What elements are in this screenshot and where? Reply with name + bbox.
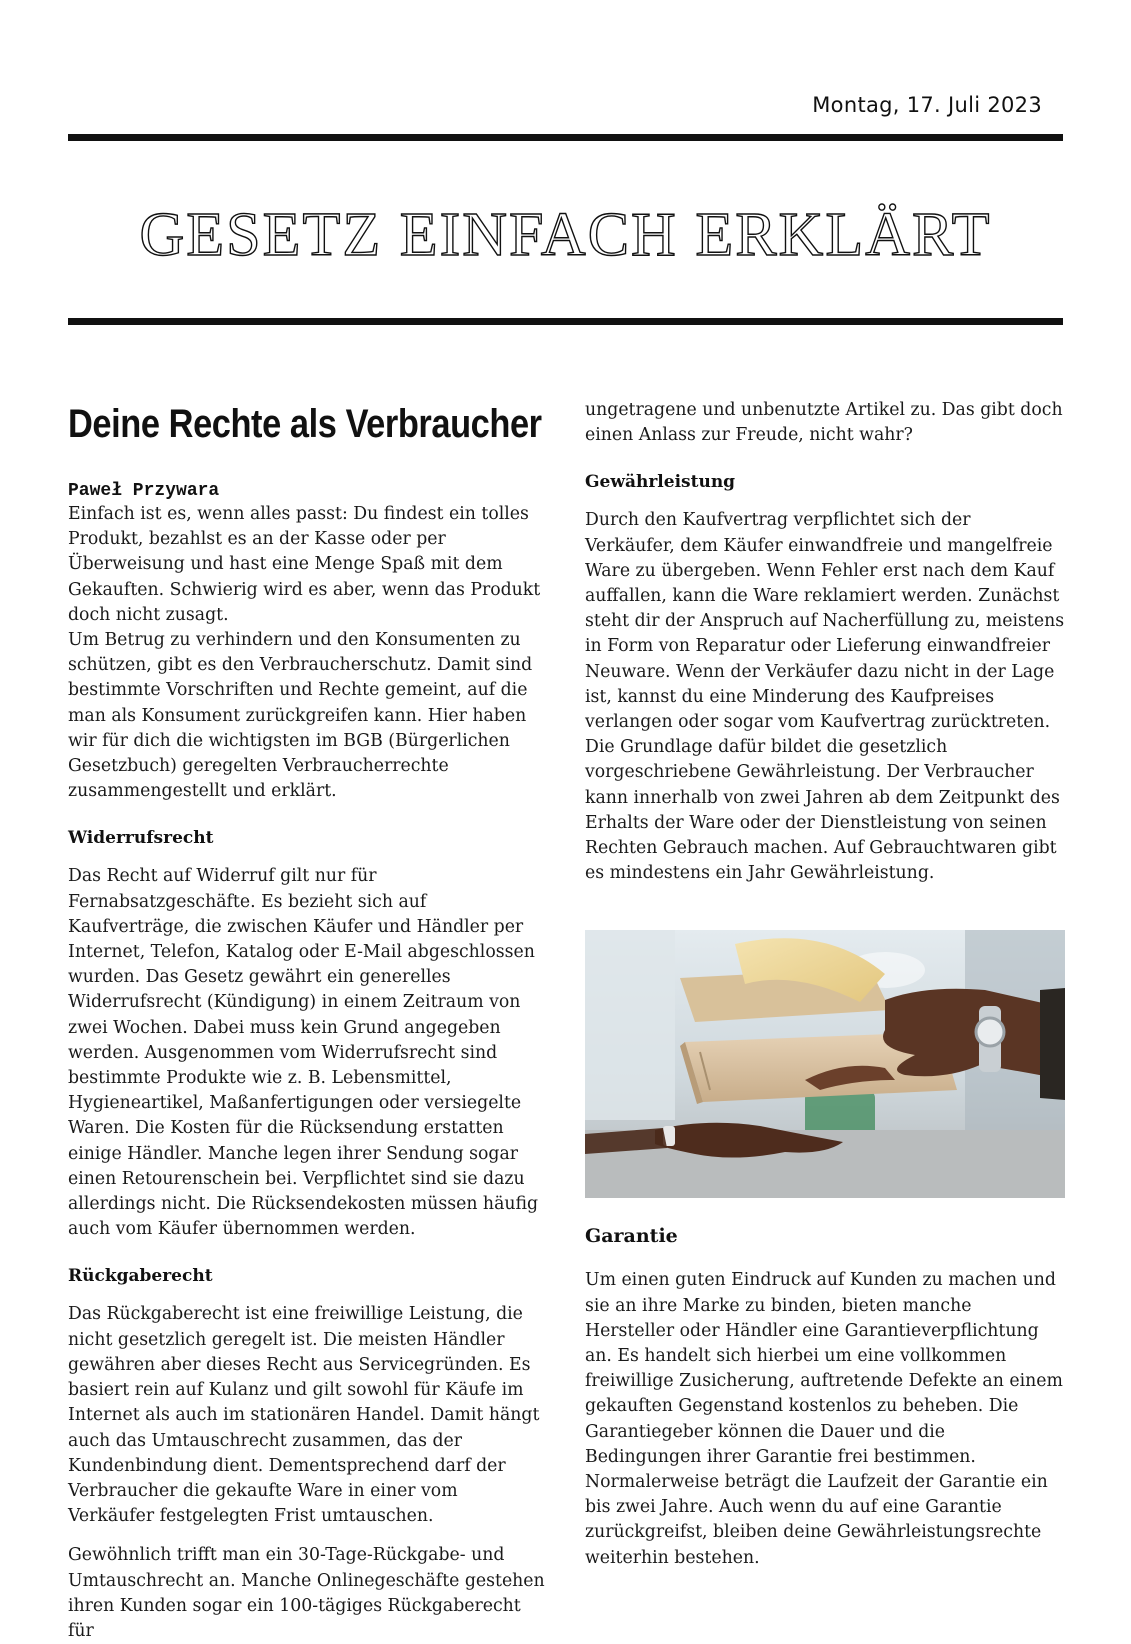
section-text-widerrufsrecht: Das Recht auf Widerruf gilt nur für Fernabsatzgeschäfte. Es bezieht sich auf Kaufverträge, die zwischen Käufer und Händler per Internet, Telefon, Katalog oder E-Mail abgeschlossen wurden. Das Gesetz gewährt ein generelles Widerrufsrecht (Kündigung) in einem Zeitraum von zwei Wochen. Dabei muss kein Grund angegeben werden. Ausgenommen vom Widerrufsrecht sind bestimmte Produkte wie z. B. Lebensmittel, Hygieneartikel, Maßanfertigungen oder versiegelte Waren. Die Kosten für die Rücksendung erstatten einige Händler. Manche legen ihrer Sendung sogar einen Retourenschein bei. Verpflichtet sind sie dazu allerdings nicht. Die Rücksendekosten müssen häufig auch vom Käufer übernommen werden. bbox=[68, 866, 539, 1240]
section-title-garantie: Garantie bbox=[585, 1225, 678, 1248]
section-title-rueckgaberecht: Rückgaberecht bbox=[68, 1266, 213, 1287]
masthead-title: GESETZ EINFACH ERKLÄRT bbox=[139, 201, 992, 269]
section-title-gewaehrleistung: Gewährleistung bbox=[585, 472, 736, 493]
section-text-rueckgaberecht-continued: ungetragene und unbenutzte Artikel zu. Das gibt doch einen Anlass zur Freude, nicht wahr? bbox=[585, 400, 1063, 446]
section-text-rueckgaberecht: Das Rückgaberecht ist eine freiwillige Leistung, die nicht gesetzlich geregelt ist. Die meisten Händler gewähren aber dieses Recht aus Servicegründen. Es basiert rein auf Kulanz und gilt sowohl für Käufe im Internet als auch im stationären Handel. Damit hängt auch das Umtauschrecht zusammen, das der Kundenbindung dient. Dementsprechend darf der Verbraucher die gekaufte Ware in einer vom Verkäufer festgelegten Frist umtauschen. bbox=[68, 1304, 540, 1527]
section-title-widerrufsrecht: Widerrufsrecht bbox=[68, 828, 214, 849]
section-text-gewaehrleistung: Durch den Kaufvertrag verpflichtet sich der Verkäufer, dem Käufer einwandfreie und mangelfreie Ware zu übergeben. Wenn Fehler erst nach dem Kauf auffallen, kann die Ware reklamiert werden. Zunächst steht dir der Anspruch auf Nacherfüllung zu, meistens in Form von Reparatur oder Lieferung einwandfreier Neuware. Wenn der Verkäufer dazu nicht in der Lage ist, kannst du eine Minderung des Kaufpreises verlangen oder sogar vom Kaufvertrag zurücktreten. Die Grundlage dafür bildet die gesetzlich vorgeschriebene Gewährleistung. Der Verbraucher kann innerhalb von zwei Jahren ab dem Zeitpunkt des Erhalts der Ware oder der Dienstleistung von seinen Rechten Gebrauch machen. Auf Gebrauchtwaren gibt es mindestens ein Jahr Gewährleistung. bbox=[585, 510, 1065, 884]
section-text-garantie: Um einen guten Eindruck auf Kunden zu machen und sie an ihre Marke zu binden, bieten manche Hersteller oder Händler eine Garantieverpflichtung an. Es handelt sich hierbei um eine vollkommen freiwillige Zusicherung, auftretende Defekte an einem gekauften Gegenstand kostenlos zu beheben. Die Garantiegeber können die Dauer und die Bedingungen ihrer Garantie frei bestimmen. Normalerweise beträgt die Laufzeit der Garantie ein bis zwei Jahre. Auch wenn du auf eine Garantie zurückgreifst, bleiben deine Gewährleistungsrechte weiterhin bestehen. bbox=[585, 1270, 1063, 1568]
package-handover-photo bbox=[585, 930, 1065, 1198]
issue-date: Montag, 17. Juli 2023 bbox=[812, 93, 1042, 117]
article-author: Paweł Przywara bbox=[68, 481, 220, 501]
right-column bbox=[585, 398, 1065, 1571]
left-column bbox=[68, 398, 546, 1644]
masthead-bottom-rule bbox=[68, 318, 1063, 325]
article-headline: Deine Rechte als Verbraucher bbox=[68, 402, 542, 446]
section-text-rueckgaberecht-2: Gewöhnlich trifft man ein 30-Tage-Rückgabe- und Umtauschrecht an. Manche Onlinegeschäfte gestehen ihren Kunden sogar ein 100-tägiges Rückgaberecht für bbox=[68, 1545, 545, 1641]
intro-paragraph: Einfach ist es, wenn alles passt: Du findest ein tolles Produkt, bezahlst es an der Kasse oder per Überweisung und hast eine Menge Spaß mit dem Gekauften. Schwierig wird es aber, wenn das Produkt doch nicht zusagt. bbox=[68, 504, 541, 625]
intro-paragraph-2: Um Betrug zu verhindern und den Konsumenten zu schützen, gibt es den Verbraucherschutz. Damit sind bestimmte Vorschriften und Rechte gemeint, auf die man als Konsument zurückgreifen kann. Hier haben wir für dich die wichtigsten im BGB (Bürgerlichen Gesetzbuch) geregelten Verbraucherrechte zusammengestellt und erklärt. bbox=[68, 630, 533, 802]
masthead-top-rule bbox=[68, 134, 1063, 141]
